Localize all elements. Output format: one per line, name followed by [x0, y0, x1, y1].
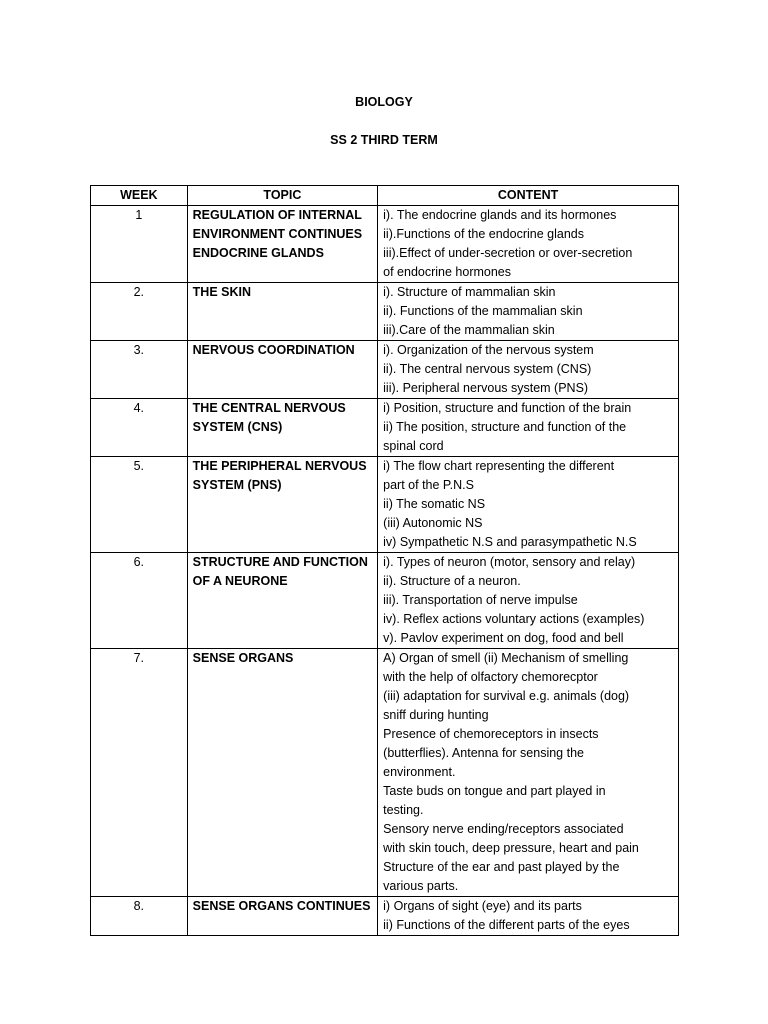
topic-cell	[187, 341, 378, 399]
topic-cell	[187, 897, 378, 936]
table-body	[91, 206, 679, 936]
content-line: iii).Care of the mammalian skin	[383, 323, 555, 337]
content-line: spinal cord	[383, 439, 444, 453]
content-line: Presence of chemoreceptors in insects	[383, 727, 599, 741]
content-line: ii) Functions of the different parts of the eyes	[383, 918, 630, 932]
content-cell	[378, 341, 679, 399]
week-cell: 4.	[91, 399, 188, 457]
topic-line: SENSE ORGANS	[192, 651, 294, 665]
topic-line: STRUCTURE AND FUNCTION	[192, 555, 368, 569]
week-cell: 2.	[91, 283, 188, 341]
week-cell: 5.	[91, 457, 188, 553]
scheme-of-work-table	[90, 185, 679, 936]
content-cell	[378, 553, 679, 649]
content-line: (iii) Autonomic NS	[383, 516, 483, 530]
content-line: iii).Effect of under-secretion or over-secretion	[383, 246, 633, 260]
content-line: sniff during hunting	[383, 708, 489, 722]
topic-line: THE SKIN	[192, 285, 251, 299]
topic-cell	[187, 206, 378, 283]
content-line: ii) The position, structure and function of the	[383, 420, 627, 434]
content-line: Taste buds on tongue and part played in	[383, 784, 606, 798]
topic-line: SENSE ORGANS CONTINUES	[192, 899, 371, 913]
topic-line: SYSTEM (PNS)	[192, 478, 282, 492]
table-header-row	[91, 186, 679, 206]
content-line: ii). The central nervous system (CNS)	[383, 362, 592, 376]
table-row	[91, 649, 679, 897]
content-line: iv) Sympathetic N.S and parasympathetic N.S	[383, 535, 637, 549]
content-line: with the help of olfactory chemorecptor	[383, 670, 598, 684]
topic-cell	[187, 457, 378, 553]
content-line: i). The endocrine glands and its hormones	[383, 208, 617, 222]
content-line: i) The flow chart representing the different	[383, 459, 615, 473]
table-row	[91, 399, 679, 457]
topic-line: THE PERIPHERAL NERVOUS	[192, 459, 367, 473]
content-line: ii) The somatic NS	[383, 497, 486, 511]
content-line: i). Types of neuron (motor, sensory and relay)	[383, 555, 636, 569]
content-line: various parts.	[383, 879, 459, 893]
document-subtitle: SS 2 THIRD TERM	[330, 133, 438, 147]
table-row	[91, 553, 679, 649]
table-row	[91, 283, 679, 341]
week-cell: 6.	[91, 553, 188, 649]
header-week: WEEK	[91, 186, 188, 206]
topic-line: ENVIRONMENT CONTINUES	[192, 227, 363, 241]
week-cell: 8.	[91, 897, 188, 936]
content-line: ii). Functions of the mammalian skin	[383, 304, 583, 318]
header-topic: TOPIC	[187, 186, 378, 206]
topic-line: OF A NEURONE	[192, 574, 288, 588]
topic-line: THE CENTRAL NERVOUS	[192, 401, 346, 415]
topic-cell	[187, 399, 378, 457]
content-line: iii). Peripheral nervous system (PNS)	[383, 381, 589, 395]
table-row	[91, 457, 679, 553]
content-line: (iii) adaptation for survival e.g. animals (dog)	[383, 689, 630, 703]
topic-line: SYSTEM (CNS)	[192, 420, 283, 434]
document-title: BIOLOGY	[355, 95, 413, 109]
content-line: i) Position, structure and function of the brain	[383, 401, 632, 415]
topic-line: ENDOCRINE GLANDS	[192, 246, 324, 260]
content-line: Sensory nerve ending/receptors associated	[383, 822, 624, 836]
content-line: Structure of the ear and past played by the	[383, 860, 620, 874]
topic-line: NERVOUS COORDINATION	[192, 343, 355, 357]
week-cell: 7.	[91, 649, 188, 897]
content-line: testing.	[383, 803, 424, 817]
content-cell	[378, 457, 679, 553]
content-cell	[378, 206, 679, 283]
topic-cell	[187, 553, 378, 649]
content-line: iv). Reflex actions voluntary actions (examples)	[383, 612, 645, 626]
content-line: ii).Functions of the endocrine glands	[383, 227, 584, 241]
content-line: environment.	[383, 765, 456, 779]
week-cell: 1	[91, 206, 188, 283]
content-line: v). Pavlov experiment on dog, food and bell	[383, 631, 624, 645]
topic-cell	[187, 649, 378, 897]
topic-cell	[187, 283, 378, 341]
content-line: iii). Transportation of nerve impulse	[383, 593, 578, 607]
topic-line: REGULATION OF INTERNAL	[192, 208, 362, 222]
content-line: (butterflies). Antenna for sensing the	[383, 746, 584, 760]
content-cell	[378, 897, 679, 936]
content-cell	[378, 283, 679, 341]
content-line: i). Organization of the nervous system	[383, 343, 594, 357]
week-cell: 3.	[91, 341, 188, 399]
content-line: ii). Structure of a neuron.	[383, 574, 521, 588]
table-row	[91, 206, 679, 283]
content-line: A) Organ of smell (ii) Mechanism of smelling	[383, 651, 629, 665]
content-line: with skin touch, deep pressure, heart and pain	[383, 841, 639, 855]
header-content: CONTENT	[378, 186, 679, 206]
content-line: i) Organs of sight (eye) and its parts	[383, 899, 582, 913]
content-cell	[378, 399, 679, 457]
table-row	[91, 341, 679, 399]
content-line: of endocrine hormones	[383, 265, 512, 279]
content-cell	[378, 649, 679, 897]
table-row	[91, 897, 679, 936]
content-line: part of the P.N.S	[383, 478, 474, 492]
content-line: i). Structure of mammalian skin	[383, 285, 556, 299]
